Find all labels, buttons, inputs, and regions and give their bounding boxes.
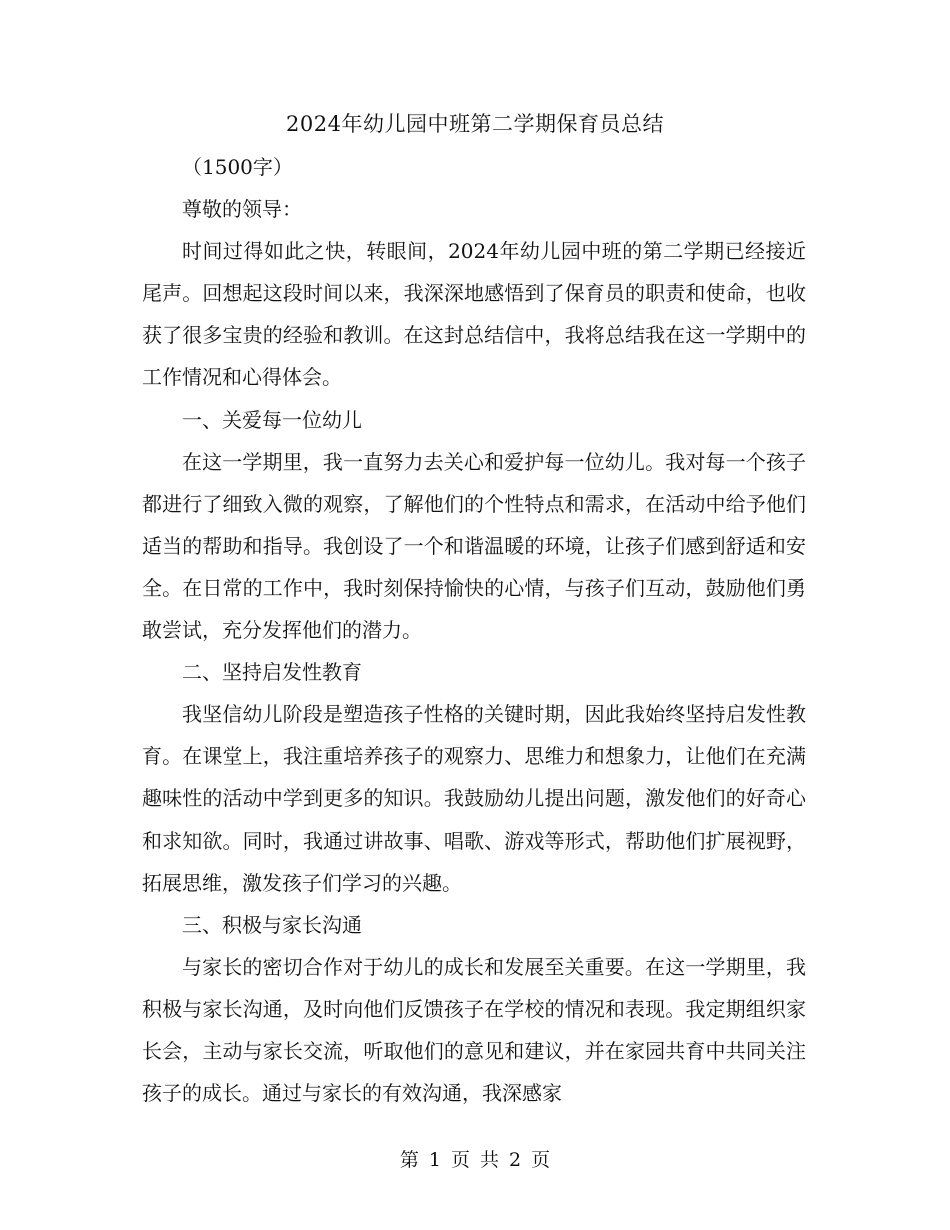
document-body: [142, 146, 806, 1114]
section-heading-2: 二、坚持启发性教育: [182, 660, 362, 685]
word-count-note: （1500字）: [182, 155, 293, 179]
section-paragraph-3: 与家长的密切合作对于幼儿的成长和发展至关重要。在这一学期里，我积极与家长沟通，及时向他们反馈孩子在学校的情况和表现。我定期组织家长会，主动与家长交流，听取他们的意见和建议，并在家园共育中共同关注孩子的成长。通过与家长的有效沟通，我深感家: [142, 954, 806, 1106]
section-paragraph-2: 我坚信幼儿阶段是塑造孩子性格的关键时期，因此我始终坚持启发性教育。在课堂上，我注重培养孩子的观察力、思维力和想象力，让他们在充满趣味性的活动中学到更多的知识。我鼓励幼儿提出问题，激发他们的好奇心和求知欲。同时，我通过讲故事、唱歌、游戏等形式，帮助他们扩展视野，拓展思维，激发孩子们学习的兴趣。: [142, 702, 806, 895]
document-title: 2024年幼儿园中班第二学期保育员总结: [286, 112, 664, 136]
section-heading-1: 一、关爱每一位幼儿: [182, 407, 362, 432]
section-heading-3: 三、积极与家长沟通: [182, 912, 362, 937]
salutation: 尊敬的领导：: [182, 197, 302, 222]
section-paragraph-1: 在这一学期里，我一直努力去关心和爱护每一位幼儿。我对每一个孩子都进行了细致入微的观察，了解他们的个性特点和需求，在活动中给予他们适当的帮助和指导。我创设了一个和谐温暖的环境，让孩子们感到舒适和安全。在日常的工作中，我时刻保持愉快的心情，与孩子们互动，鼓励他们勇敢尝试，充分发挥他们的潜力。: [142, 449, 806, 643]
page-number-footer: 第 1 页 共 2 页: [399, 1149, 551, 1171]
intro-paragraph: 时间过得如此之快，转眼间，2024年幼儿园中班的第二学期已经接近尾声。回想起这段时间以来，我深深地感悟到了保育员的职责和使命，也收获了很多宝贵的经验和教训。在这封总结信中，我将总结我在这一学期中的工作情况和心得体会。: [142, 239, 806, 390]
